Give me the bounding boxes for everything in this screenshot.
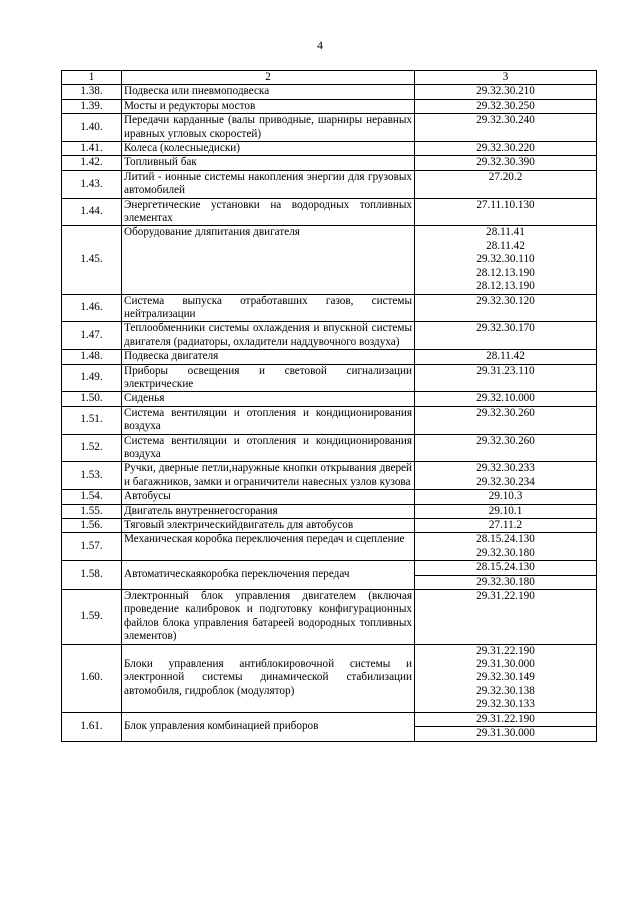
table-row xyxy=(62,504,597,518)
okpd-code: 29.32.30.120 xyxy=(476,294,535,307)
table-row xyxy=(62,85,597,99)
row-number: 1.46. xyxy=(62,294,122,322)
table-row xyxy=(62,170,597,198)
okpd-code: 29.32.30.133 xyxy=(476,698,535,711)
table-row xyxy=(62,644,597,712)
okpd-code: 29.32.30.260 xyxy=(476,406,535,419)
component-name: Блоки управления антиблокировочной системы и электронной системы динамической стабилизации автомобиля, гидроблок (модулятор) xyxy=(122,644,415,712)
component-name: Система вентиляции и отопления и кондиционирования воздуха xyxy=(122,406,415,434)
okpd-code-cell xyxy=(415,590,597,645)
component-name: Мосты и редукторы мостов xyxy=(122,99,415,113)
row-number: 1.59. xyxy=(62,590,122,645)
okpd-code: 29.32.30.234 xyxy=(476,475,535,488)
column-header-code: 3 xyxy=(415,71,597,85)
table-row xyxy=(62,590,597,645)
table-row xyxy=(62,226,597,294)
okpd-code: 29.10.1 xyxy=(488,504,523,517)
row-number: 1.40. xyxy=(62,114,122,142)
component-name: Двигатель внутреннегосгорания xyxy=(122,504,415,518)
row-number: 1.45. xyxy=(62,226,122,294)
table-row xyxy=(62,198,597,226)
okpd-code-cell xyxy=(415,434,597,462)
okpd-code: 29.32.10.000 xyxy=(476,392,535,405)
table-row xyxy=(62,364,597,392)
okpd-code: 28.15.24.130 xyxy=(476,533,535,546)
table-row xyxy=(62,406,597,434)
okpd-code-cell xyxy=(415,198,597,226)
table-row xyxy=(62,322,597,350)
okpd-code-cell xyxy=(415,364,597,392)
okpd-code-cell xyxy=(415,322,597,350)
okpd-code-cell xyxy=(415,561,597,590)
okpd-code: 29.31.30.000 xyxy=(476,658,535,671)
okpd-code: 28.15.24.130 xyxy=(476,561,535,574)
component-name: Теплообменники системы охлаждения и впускной системы двигателя (радиаторы, охладители наддувочного воздуха) xyxy=(122,322,415,350)
parts-table xyxy=(61,70,597,742)
table-row xyxy=(62,114,597,142)
okpd-code: 29.32.30.240 xyxy=(476,114,535,127)
row-number: 1.48. xyxy=(62,350,122,364)
okpd-code: 29.32.30.210 xyxy=(476,85,535,98)
table-row xyxy=(62,462,597,490)
component-name: Ручки, дверные петли,наружные кнопки открывания дверей и багажников, замки и ограничители навесных узлов кузова xyxy=(122,462,415,490)
okpd-code: 29.32.30.260 xyxy=(476,434,535,447)
okpd-code-cell xyxy=(415,504,597,518)
table-row xyxy=(62,561,597,590)
component-name: Электронный блок управления двигателем (включая проведение калибровок и подготовку конфигурационных файлов блока управления батареей водородных топливных элементов) xyxy=(122,590,415,645)
component-name: Блок управления комбинацией приборов xyxy=(122,712,415,741)
component-name: Приборы освещения и световой сигнализации электрические xyxy=(122,364,415,392)
row-number: 1.58. xyxy=(62,561,122,590)
okpd-code-cell xyxy=(415,156,597,170)
component-name: Сиденья xyxy=(122,392,415,406)
table-row xyxy=(62,156,597,170)
table-row xyxy=(62,350,597,364)
okpd-code: 29.31.22.190 xyxy=(476,590,535,603)
component-name: Литий - ионные системы накопления энергии для грузовых автомобилей xyxy=(122,170,415,198)
table-header-row xyxy=(62,71,597,85)
okpd-code-cell xyxy=(415,350,597,364)
okpd-code: 29.32.30.233 xyxy=(476,462,535,475)
component-name: Система выпуска отработавших газов, системы нейтрализации xyxy=(122,294,415,322)
row-number: 1.44. xyxy=(62,198,122,226)
okpd-code-cell xyxy=(415,226,597,294)
okpd-code: 29.32.30.250 xyxy=(476,99,535,112)
okpd-code-cell xyxy=(415,644,597,712)
okpd-code-cell xyxy=(415,294,597,322)
row-number: 1.38. xyxy=(62,85,122,99)
okpd-code-cell xyxy=(415,519,597,533)
okpd-code: 29.31.23.110 xyxy=(476,364,535,377)
okpd-code: 29.31.30.000 xyxy=(415,726,596,740)
table-row xyxy=(62,533,597,561)
component-name: Оборудование дляпитания двигателя xyxy=(122,226,415,294)
row-number: 1.51. xyxy=(62,406,122,434)
okpd-code-cell xyxy=(415,406,597,434)
okpd-code-cell xyxy=(415,99,597,113)
okpd-code-cell xyxy=(415,712,597,741)
table-row xyxy=(62,519,597,533)
component-name: Автобусы xyxy=(122,490,415,504)
table-row xyxy=(62,434,597,462)
table-row xyxy=(62,712,597,741)
okpd-code: 29.32.30.180 xyxy=(415,575,596,589)
okpd-code: 28.11.42 xyxy=(486,239,525,252)
okpd-code: 29.10.3 xyxy=(488,490,523,503)
row-number: 1.52. xyxy=(62,434,122,462)
page-number: 4 xyxy=(317,38,323,52)
okpd-code: 27.11.2 xyxy=(488,519,523,531)
okpd-code-cell xyxy=(415,490,597,504)
row-number: 1.47. xyxy=(62,322,122,350)
okpd-code: 29.32.30.180 xyxy=(476,546,535,559)
table-body xyxy=(62,85,597,741)
okpd-code: 27.11.10.130 xyxy=(476,198,535,211)
okpd-code-cell xyxy=(415,85,597,99)
row-number: 1.50. xyxy=(62,392,122,406)
row-number: 1.39. xyxy=(62,99,122,113)
component-name: Подвеска двигателя xyxy=(122,350,415,364)
component-name: Энергетические установки на водородных топливных элементах xyxy=(122,198,415,226)
row-number: 1.55. xyxy=(62,504,122,518)
okpd-code-cell xyxy=(415,114,597,142)
row-number: 1.57. xyxy=(62,533,122,561)
row-number: 1.42. xyxy=(62,156,122,170)
okpd-code: 27.20.2 xyxy=(488,170,523,183)
table-row xyxy=(62,490,597,504)
column-header-number: 1 xyxy=(62,71,122,85)
row-number: 1.43. xyxy=(62,170,122,198)
okpd-code-cell xyxy=(415,142,597,156)
component-name: Автоматическаякоробка переключения передач xyxy=(122,561,415,590)
okpd-code: 28.12.13.190 xyxy=(476,280,535,293)
okpd-code-cell xyxy=(415,392,597,406)
row-number: 1.56. xyxy=(62,519,122,533)
row-number: 1.53. xyxy=(62,462,122,490)
row-number: 1.41. xyxy=(62,142,122,156)
okpd-code: 29.32.30.149 xyxy=(476,671,535,684)
table-row xyxy=(62,142,597,156)
row-number: 1.49. xyxy=(62,364,122,392)
okpd-code-cell xyxy=(415,170,597,198)
component-name: Подвеска или пневмоподвеска xyxy=(122,85,415,99)
okpd-code: 29.32.30.390 xyxy=(476,156,535,169)
component-name: Система вентиляции и отопления и кондиционирования воздуха xyxy=(122,434,415,462)
okpd-code-cell xyxy=(415,533,597,561)
component-name: Механическая коробка переключения передач и сцепление xyxy=(122,533,415,561)
row-number: 1.54. xyxy=(62,490,122,504)
okpd-code: 29.32.30.110 xyxy=(476,253,535,266)
table-row xyxy=(62,99,597,113)
okpd-code: 29.32.30.138 xyxy=(476,684,535,697)
okpd-code: 28.11.41 xyxy=(486,226,525,239)
okpd-code: 29.32.30.220 xyxy=(476,142,535,155)
component-name: Колеса (колесныедиски) xyxy=(122,142,415,156)
component-name: Топливный бак xyxy=(122,156,415,170)
component-name: Передачи карданные (валы приводные, шарниры неравных иравных угловых скоростей) xyxy=(122,114,415,142)
row-number: 1.60. xyxy=(62,644,122,712)
component-name: Тяговый электрическийдвигатель для автобусов xyxy=(122,519,415,533)
okpd-code-cell xyxy=(415,462,597,490)
table-row xyxy=(62,392,597,406)
okpd-code: 29.31.22.190 xyxy=(476,644,535,657)
okpd-code: 29.31.22.190 xyxy=(476,712,535,725)
table-row xyxy=(62,294,597,322)
okpd-code: 28.12.13.190 xyxy=(476,266,535,279)
column-header-name: 2 xyxy=(122,71,415,85)
okpd-code: 28.11.42 xyxy=(486,350,525,363)
okpd-code: 29.32.30.170 xyxy=(476,322,535,335)
row-number: 1.61. xyxy=(62,712,122,741)
